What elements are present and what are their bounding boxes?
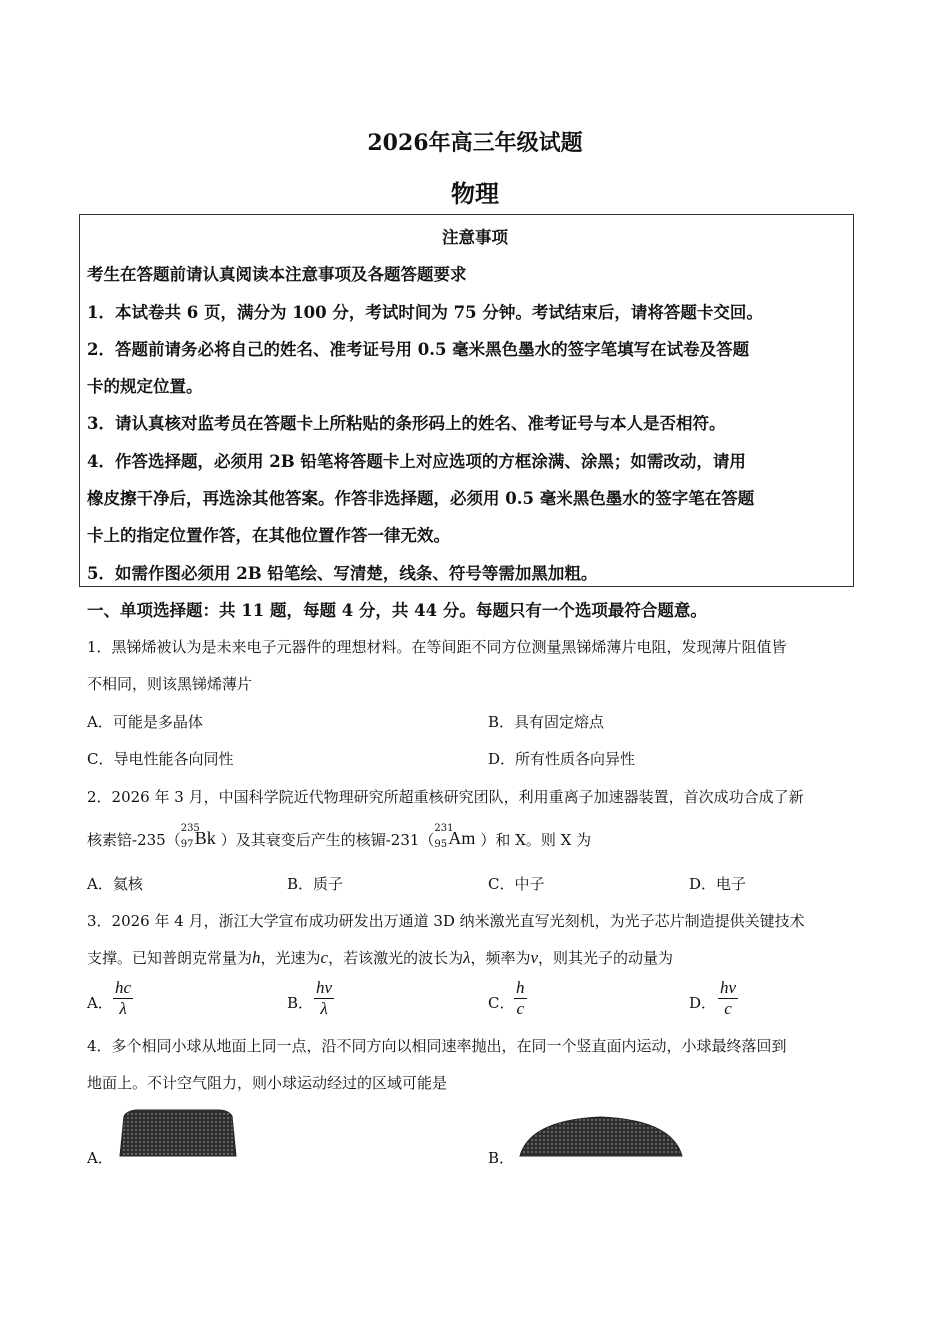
q2-line2-mid: ）及其衰变后产生的核镅-231（ xyxy=(220,831,435,849)
q3-option-c-label: C． xyxy=(488,994,515,1012)
q4-region-b-shape xyxy=(520,1117,682,1156)
q4-option-b-region-figure xyxy=(518,1114,684,1158)
nuclide-bk xyxy=(180,823,221,851)
q4-option-b-label: B． xyxy=(488,1149,515,1167)
q3-d-denominator: c xyxy=(724,999,732,1018)
q3-stem-line-1: 3．2026 年 4 月，浙江大学宣布成功研发出万通道 3D 纳米激光直写光刻机，为光子芯片制造提供关键技术 xyxy=(87,912,805,930)
q4-region-a-shape xyxy=(120,1110,236,1156)
bk-atomic-number: 97 xyxy=(180,839,194,850)
q3-option-a-label: A． xyxy=(87,994,113,1012)
q3-text-a: 支撑。已知普朗克常量为 xyxy=(87,949,253,967)
notice-line-3: 3．请认真核对监考员在答题卡上所粘贴的条形码上的姓名、准考证号与本人是否相符。 xyxy=(87,414,726,433)
q3-text-c: ，若该激光的波长为 xyxy=(328,949,464,967)
notice-intro: 考生在答题前请认真阅读本注意事项及各题答题要求 xyxy=(87,265,467,284)
q3-option-a-fraction xyxy=(113,978,133,1019)
bk-mass-number: 235 xyxy=(180,823,200,834)
q3-text-d: ，频率为 xyxy=(470,949,531,967)
notice-line-2: 2．答题前请务必将自己的姓名、准考证号用 0.5 毫米黑色墨水的签字笔填写在试卷及答题 xyxy=(87,340,750,359)
q3-option-d-fraction xyxy=(718,978,738,1019)
q3-b-numerator: hν xyxy=(316,978,333,997)
q1-option-b: B．具有固定熔点 xyxy=(488,713,605,731)
q2-stem-line-1: 2．2026 年 3 月，中国科学院近代物理研究所超重核研究团队，利用重离子加速器装置，首次成功合成了新 xyxy=(87,788,804,806)
exam-title: 2026年高三年级试题 xyxy=(367,130,583,156)
q3-option-c-fraction xyxy=(514,978,527,1019)
q3-text-e: ，则其光子的动量为 xyxy=(538,949,674,967)
q4-stem-line-2: 地面上。不计空气阻力，则小球运动经过的区域可能是 xyxy=(87,1074,448,1092)
nuclide-am xyxy=(434,823,480,851)
q2-option-d: D．电子 xyxy=(689,875,747,893)
q3-option-b-label: B． xyxy=(287,994,314,1012)
light-speed-symbol: c xyxy=(320,948,329,967)
q2-option-b: B．质子 xyxy=(287,875,344,893)
notice-line-5: 5．如需作图必须用 2B 铅笔绘、写清楚，线条、符号等需加黑加粗。 xyxy=(87,564,598,583)
notice-line-4: 4．作答选择题，必须用 2B 铅笔将答题卡上对应选项的方框涂满、涂黑；如需改动，请用 xyxy=(87,452,746,471)
notice-line-4-cont: 橡皮擦干净后，再选涂其他答案。作答非选择题，必须用 0.5 毫米黑色墨水的签字笔在答题 xyxy=(87,489,755,508)
wavelength-symbol: λ xyxy=(463,948,471,967)
notice-heading: 注意事项 xyxy=(442,228,508,247)
q3-a-numerator: hc xyxy=(115,978,132,997)
q3-option-d-label: D． xyxy=(689,994,717,1012)
notice-line-4-end: 卡上的指定位置作答，在其他位置作答一律无效。 xyxy=(87,526,450,545)
q1-option-a: A．可能是多晶体 xyxy=(87,713,203,731)
q1-stem-line-1: 1．黑锑烯被认为是未来电子元器件的理想材料。在等间距不同方位测量黑锑烯薄片电阻，发现薄片阻值皆 xyxy=(87,638,787,656)
q2-option-c: C．中子 xyxy=(488,875,545,893)
subject-title: 物理 xyxy=(451,179,499,208)
q2-line2-post: ）和 X。则 X 为 xyxy=(480,831,592,849)
notice-line-2-cont: 卡的规定位置。 xyxy=(87,377,203,396)
q3-b-denominator: λ xyxy=(320,999,328,1018)
q2-option-a: A．氦核 xyxy=(87,875,143,893)
q1-stem-line-2: 不相同，则该黑锑烯薄片 xyxy=(87,675,253,693)
q4-stem-line-1: 4．多个相同小球从地面上同一点，沿不同方向以相同速率抛出，在同一个竖直面内运动，小球最终落回到 xyxy=(87,1037,787,1055)
q2-line2-pre: 核素锫-235（ xyxy=(87,831,181,849)
frequency-symbol: ν xyxy=(530,948,539,967)
q1-option-c: C．导电性能各向同性 xyxy=(87,750,234,768)
q3-c-numerator: h xyxy=(516,978,525,997)
section-heading: 一、单项选择题：共 11 题，每题 4 分，共 44 分。每题只有一个选项最符合题意。 xyxy=(87,601,707,620)
q1-option-d: D．所有性质各向异性 xyxy=(488,750,636,768)
q3-option-b-fraction xyxy=(314,978,334,1019)
am-symbol: Am xyxy=(448,828,476,848)
am-atomic-number: 95 xyxy=(434,839,448,850)
planck-symbol: h xyxy=(252,948,261,967)
q4-option-a-region-figure xyxy=(118,1108,238,1160)
am-mass-number: 231 xyxy=(434,823,454,834)
notice-line-1: 1．本试卷共 6 页，满分为 100 分，考试时间为 75 分钟。考试结束后，请将答题卡交回。 xyxy=(87,303,763,322)
q4-option-a-label: A． xyxy=(87,1149,113,1167)
q3-d-numerator: hν xyxy=(720,978,737,997)
q2-stem-line-2 xyxy=(87,823,592,851)
q3-c-denominator: c xyxy=(516,999,525,1018)
q3-a-denominator: λ xyxy=(119,999,127,1018)
q3-text-b: ，光速为 xyxy=(260,949,321,967)
q3-stem-line-2 xyxy=(87,947,673,968)
bk-symbol: Bk xyxy=(194,828,216,848)
